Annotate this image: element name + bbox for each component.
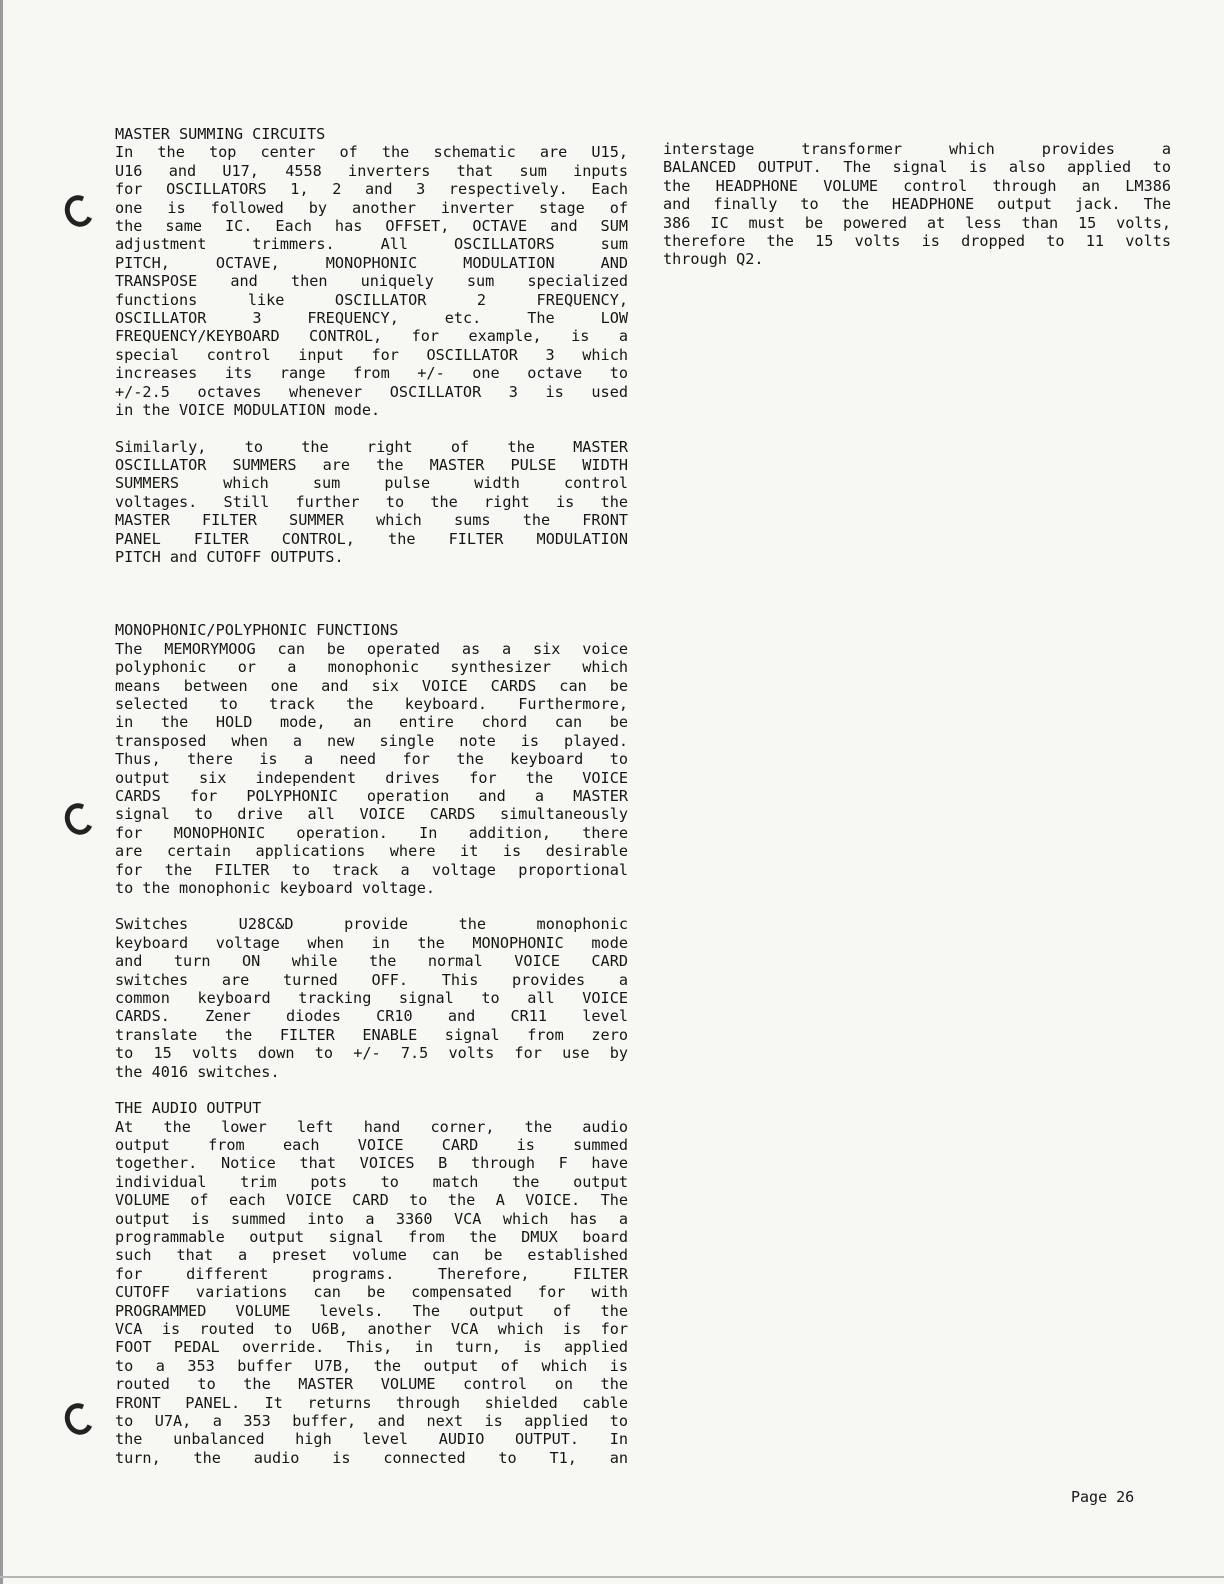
text-line: adjustment trimmers. All OSCILLATORS sum bbox=[115, 235, 628, 254]
text-line: OSCILLATOR SUMMERS are the MASTER PULSE WIDTH bbox=[115, 455, 628, 474]
text-line: in the HOLD mode, an entire chord can be bbox=[115, 713, 628, 732]
text-line: are certain applications where it is desirable bbox=[115, 842, 628, 861]
scan-edge-left bbox=[0, 0, 3, 1584]
text-line: switches are turned OFF. This provides a bbox=[115, 970, 628, 989]
paragraph bbox=[115, 143, 628, 419]
text-line: output is summed into a 3360 VCA which has a bbox=[115, 1209, 628, 1228]
text-line: OSCILLATOR 3 FREQUENCY, etc. The LOW bbox=[115, 309, 628, 328]
text-line: output six independent drives for the VOICE bbox=[115, 768, 628, 787]
text-line: functions like OSCILLATOR 2 FREQUENCY, bbox=[115, 290, 628, 309]
text-line: for different programs. Therefore, FILTER bbox=[115, 1264, 628, 1283]
section-switches bbox=[115, 915, 628, 1081]
text-line: to 15 volts down to +/- 7.5 volts for use by bbox=[115, 1044, 628, 1063]
section-pulse-width-summers bbox=[115, 438, 628, 567]
paragraph bbox=[115, 1118, 628, 1468]
text-line: Switches U28C&D provide the monophonic bbox=[115, 915, 628, 934]
text-line: PITCH and CUTOFF OUTPUTS. bbox=[115, 547, 344, 566]
section-heading: THE AUDIO OUTPUT bbox=[115, 1099, 262, 1118]
text-line: and turn ON while the normal VOICE CARD bbox=[115, 952, 628, 971]
text-line: selected to track the keyboard. Furthermore, bbox=[115, 694, 628, 713]
text-line: in the VOICE MODULATION mode. bbox=[115, 401, 381, 420]
text-line: to U7A, a 353 buffer, and next is applied to bbox=[115, 1412, 628, 1430]
paragraph bbox=[663, 140, 1171, 269]
text-line: one is followed by another inverter stage of bbox=[115, 198, 628, 217]
text-line: for MONOPHONIC operation. In addition, there bbox=[115, 823, 628, 842]
text-line: TRANSPOSE and then uniquely sum specialized bbox=[115, 272, 628, 291]
right-column bbox=[663, 140, 1171, 269]
text-line: common keyboard tracking signal to all VOICE bbox=[115, 989, 628, 1008]
left-column bbox=[115, 125, 628, 1467]
text-line: transposed when a new single note is played. bbox=[115, 731, 628, 750]
paragraph bbox=[115, 438, 628, 567]
text-line: polyphonic or a monophonic synthesizer which bbox=[115, 658, 628, 677]
text-line: At the lower left hand corner, the audio bbox=[115, 1117, 628, 1136]
text-line: VCA is routed to U6B, another VCA which is for bbox=[115, 1319, 628, 1338]
section-audio-output-continued bbox=[663, 140, 1171, 269]
text-line: FOOT PEDAL override. This, in turn, is applied bbox=[115, 1338, 628, 1357]
text-line: MASTER FILTER SUMMER which sums the FRONT bbox=[115, 511, 628, 530]
text-line: programmable output signal from the DMUX board bbox=[115, 1227, 628, 1246]
text-line: SUMMERS which sum pulse width control bbox=[115, 474, 628, 493]
text-line: BALANCED OUTPUT. The signal is also applied to bbox=[663, 158, 1171, 177]
text-line: FREQUENCY/KEYBOARD CONTROL, for example, is a bbox=[115, 327, 628, 346]
text-line: 386 IC must be powered at less than 15 volts, bbox=[663, 213, 1171, 232]
text-line: translate the FILTER ENABLE signal from zero bbox=[115, 1025, 628, 1044]
text-line: to a 353 buffer U7B, the output of which is bbox=[115, 1356, 628, 1375]
section-heading: MASTER SUMMING CIRCUITS bbox=[115, 125, 326, 143]
text-line: and finally to the HEADPHONE output jack. The bbox=[663, 195, 1171, 214]
text-line: +/-2.5 octaves whenever OSCILLATOR 3 is used bbox=[115, 382, 628, 401]
text-line: the unbalanced high level AUDIO OUTPUT. In bbox=[115, 1430, 628, 1449]
text-line: routed to the MASTER VOLUME control on the bbox=[115, 1375, 628, 1394]
text-line: the same IC. Each has OFFSET, OCTAVE and SUM bbox=[115, 217, 628, 236]
section-master-summing bbox=[115, 125, 628, 420]
text-line: CUTOFF variations can be compensated for with bbox=[115, 1283, 628, 1302]
text-line: FRONT PANEL. It returns through shielded cable bbox=[115, 1393, 628, 1412]
text-line: signal to drive all VOICE CARDS simultaneously bbox=[115, 805, 628, 824]
text-line: VOLUME of each VOICE CARD to the A VOICE. The bbox=[115, 1191, 628, 1210]
text-line: individual trim pots to match the output bbox=[115, 1172, 628, 1191]
binder-hole-bottom bbox=[60, 1399, 97, 1439]
paragraph bbox=[115, 915, 628, 1081]
text-line: PITCH, OCTAVE, MONOPHONIC MODULATION AND bbox=[115, 253, 628, 272]
binder-hole-top bbox=[60, 191, 97, 231]
text-line: keyboard voltage when in the MONOPHONIC mode bbox=[115, 933, 628, 952]
text-line: PANEL FILTER CONTROL, the FILTER MODULATION bbox=[115, 529, 628, 548]
page-number: Page 26 bbox=[1071, 1488, 1135, 1506]
section-audio-output bbox=[115, 1099, 628, 1467]
text-line: voltages. Still further to the right is the bbox=[115, 492, 628, 511]
text-line: U16 and U17, 4558 inverters that sum inputs bbox=[115, 161, 628, 180]
scan-edge-bottom bbox=[0, 1576, 1224, 1578]
text-line: the 4016 switches. bbox=[115, 1062, 280, 1081]
text-line: Thus, there is a need for the keyboard to bbox=[115, 750, 628, 769]
section-monophonic-polyphonic bbox=[115, 621, 628, 897]
text-line: special control input for OSCILLATOR 3 which bbox=[115, 345, 628, 364]
text-line: CARDS for POLYPHONIC operation and a MASTER bbox=[115, 787, 628, 805]
text-line: turn, the audio is connected to T1, an bbox=[115, 1448, 628, 1467]
text-line: output from each VOICE CARD is summed bbox=[115, 1135, 628, 1154]
text-line: increases its range from +/- one octave to bbox=[115, 364, 628, 383]
text-line: CARDS. Zener diodes CR10 and CR11 level bbox=[115, 1007, 628, 1026]
text-line: PROGRAMMED VOLUME levels. The output of the bbox=[115, 1301, 628, 1320]
text-line: such that a preset volume can be established bbox=[115, 1246, 628, 1265]
text-line: to the monophonic keyboard voltage. bbox=[115, 879, 436, 898]
text-line: interstage transformer which provides a bbox=[663, 140, 1171, 158]
binder-hole-middle bbox=[60, 799, 97, 839]
text-line: for OSCILLATORS 1, 2 and 3 respectively. Each bbox=[115, 180, 628, 199]
text-line: the HEADPHONE VOLUME control through an LM386 bbox=[663, 176, 1171, 195]
text-line: through Q2. bbox=[663, 250, 764, 269]
section-heading: MONOPHONIC/POLYPHONIC FUNCTIONS bbox=[115, 621, 399, 640]
text-line: therefore the 15 volts is dropped to 11 volts bbox=[663, 232, 1171, 251]
text-line: Similarly, to the right of the MASTER bbox=[115, 437, 628, 456]
text-line: for the FILTER to track a voltage proportional bbox=[115, 860, 628, 879]
text-line: In the top center of the schematic are U15, bbox=[115, 143, 628, 162]
text-line: The MEMORYMOOG can be operated as a six voice bbox=[115, 639, 628, 658]
text-line: means between one and six VOICE CARDS can be bbox=[115, 676, 628, 695]
paragraph bbox=[115, 640, 628, 898]
text-line: together. Notice that VOICES B through F have bbox=[115, 1154, 628, 1173]
